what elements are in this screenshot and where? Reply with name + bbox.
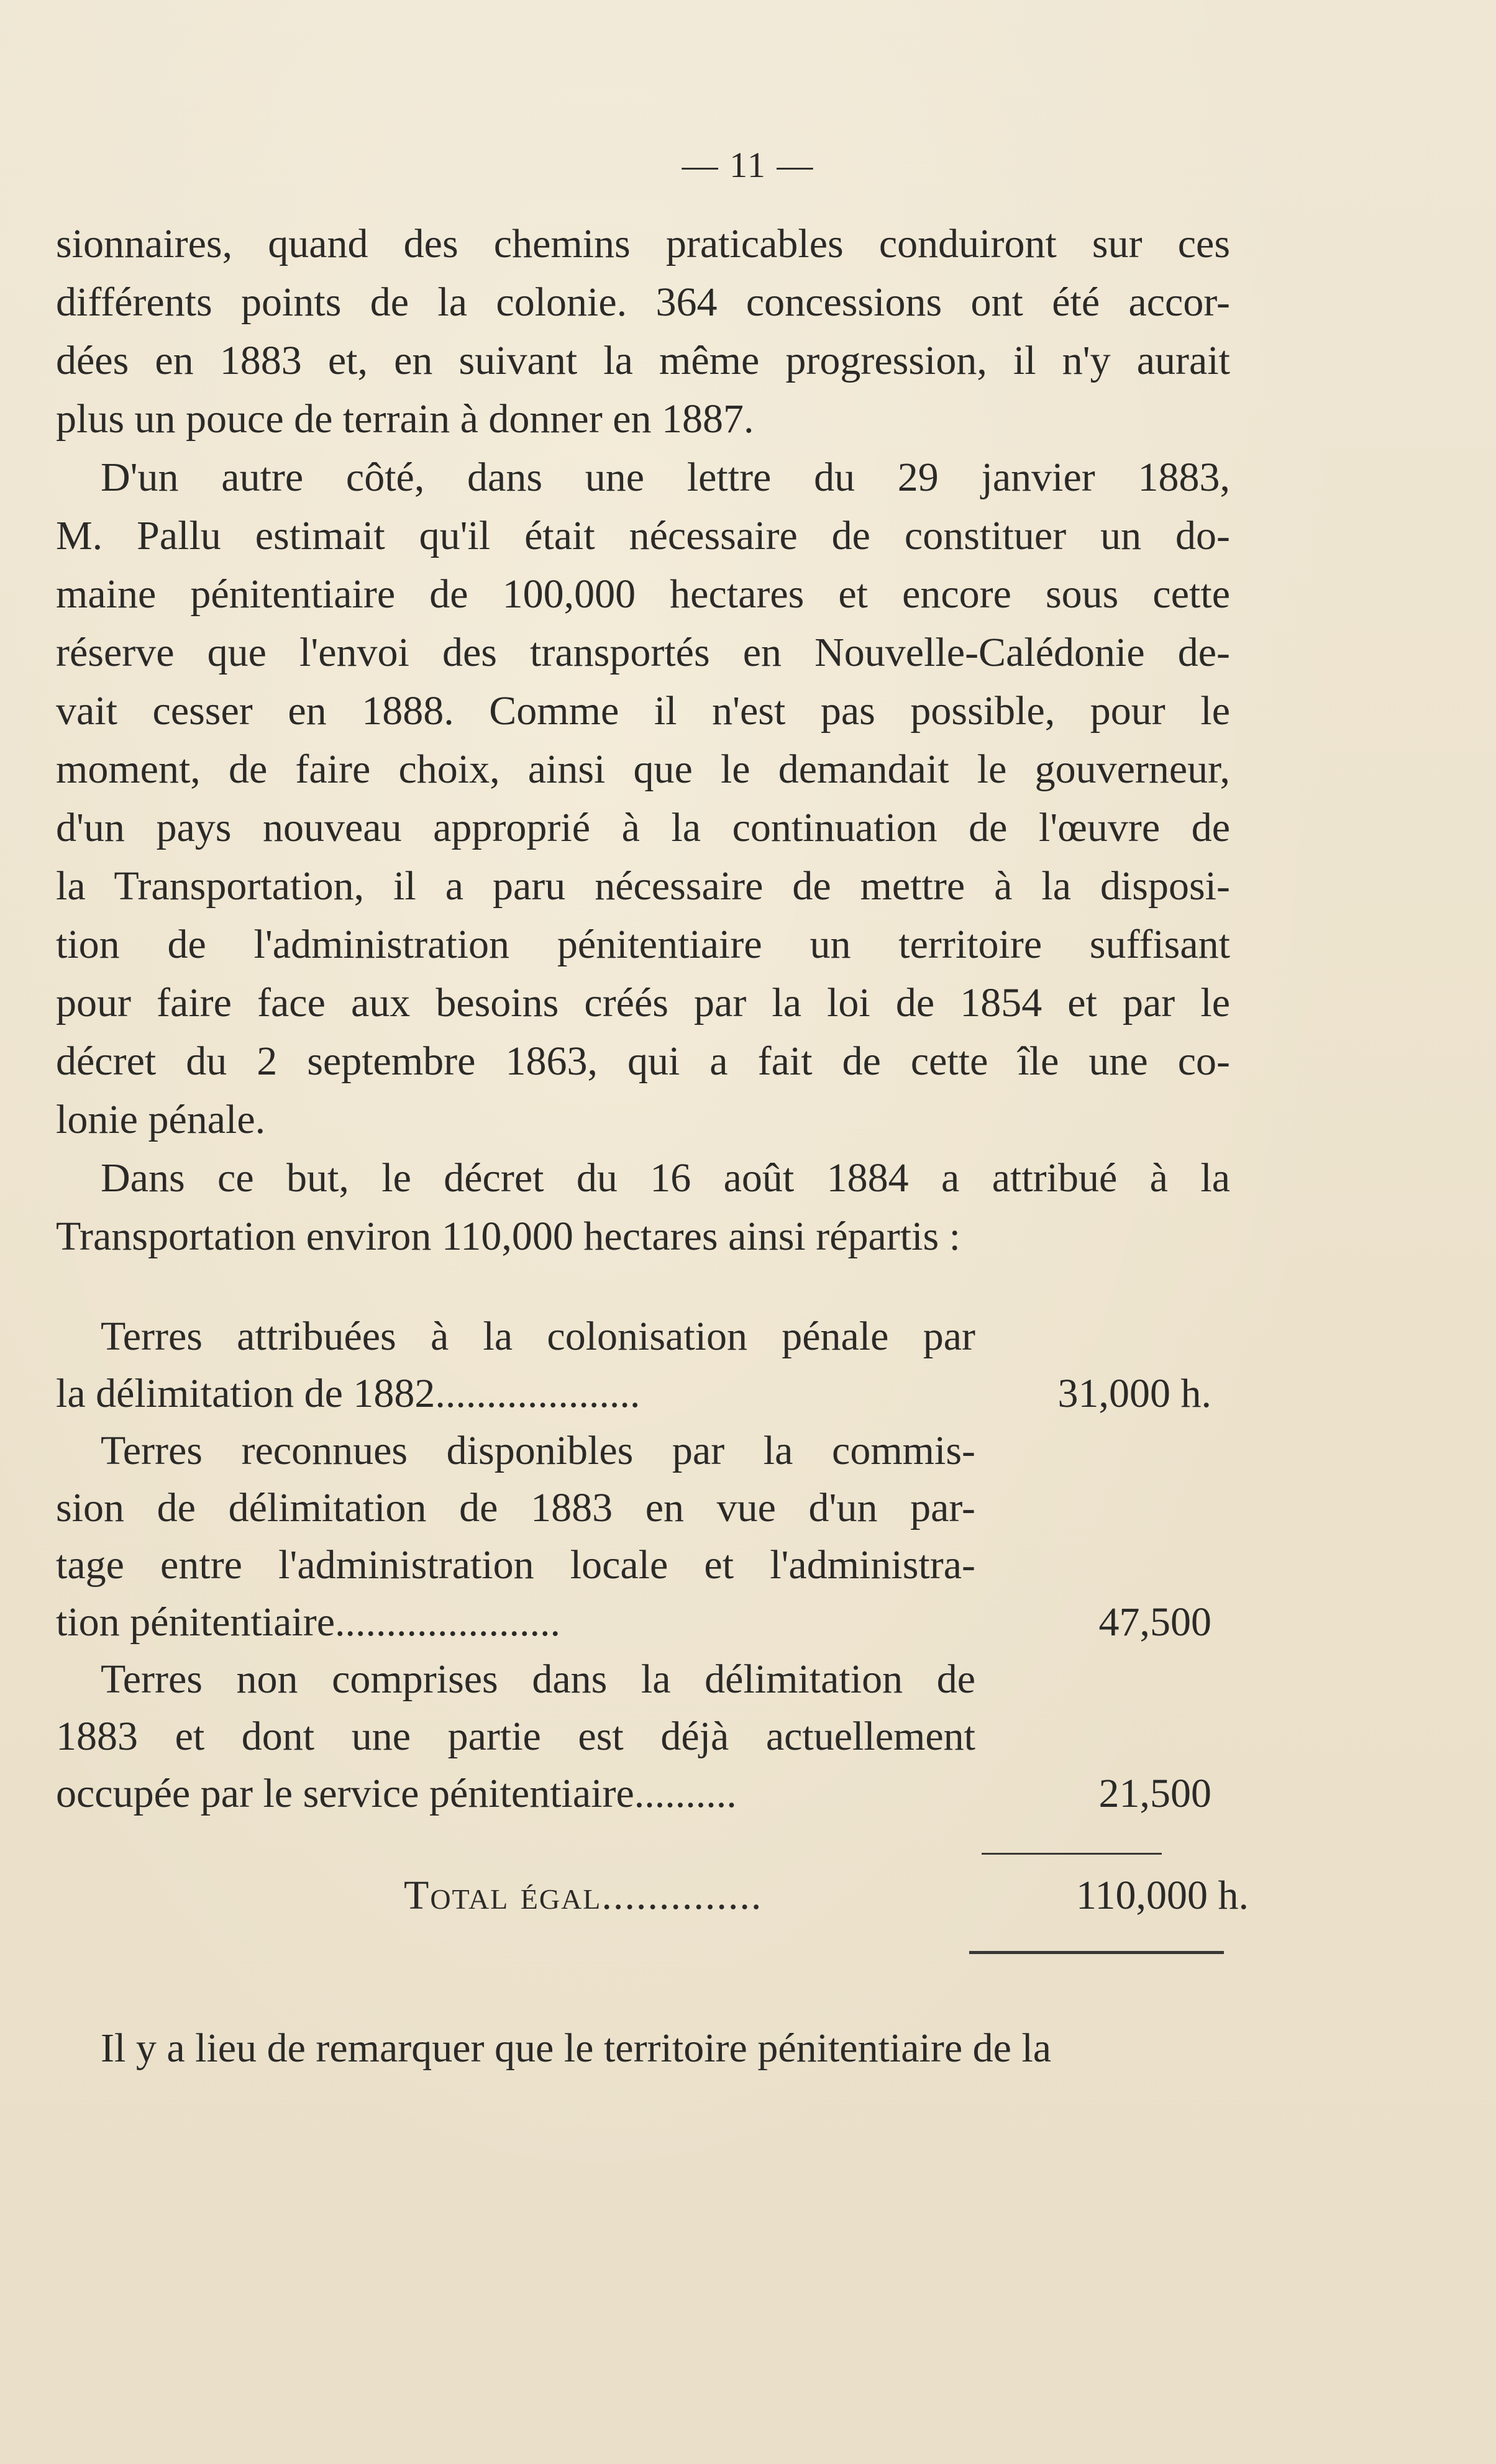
table-entry-line: la délimitation de 1882.................... (56, 1371, 641, 1416)
body-line: d'un pays nouveau approprié à la continuation de l'œuvre de (56, 805, 1230, 850)
table-entry-line: tion pénitentiaire...................... (56, 1599, 561, 1645)
table-amount: 21,500 (1098, 1771, 1211, 1816)
body-line: lonie pénale. (56, 1097, 266, 1142)
body-line: moment, de faire choix, ainsi que le demandait le gouverneur, (56, 747, 1230, 792)
table-entry-line: Terres non comprises dans la délimitation de (101, 1657, 975, 1702)
body-line: D'un autre côté, dans une lettre du 29 janvier 1883, (101, 455, 1230, 500)
table-amount: 47,500 (1098, 1599, 1211, 1645)
table-entry-line: sion de délimitation de 1883 en vue d'un par- (56, 1485, 975, 1530)
total-rule (969, 1951, 1224, 1954)
table-entry-line: tage entre l'administration locale et l'administra- (56, 1542, 975, 1588)
total-amount: 110,000 h. (1075, 1873, 1249, 1918)
total-label: Total égal.............. (404, 1873, 763, 1918)
body-line: Dans ce but, le décret du 16 août 1884 a attribué à la (101, 1155, 1230, 1201)
body-line: tion de l'administration pénitentiaire un territoire suffisant (56, 922, 1230, 967)
body-line: décret du 2 septembre 1863, qui a fait de cette île une co- (56, 1039, 1230, 1084)
footer-line: Il y a lieu de remarquer que le territoire pénitentiaire de la (101, 2025, 1052, 2071)
page-number: — 11 — (682, 145, 814, 185)
body-line: plus un pouce de terrain à donner en 1887. (56, 396, 754, 442)
body-line: la Transportation, il a paru nécessaire de mettre à la disposi- (56, 863, 1230, 909)
body-line: maine pénitentiaire de 100,000 hectares et encore sous cette (56, 571, 1230, 617)
body-line: sionnaires, quand des chemins praticables conduiront sur ces (56, 221, 1230, 266)
table-entry-line: Terres attribuées à la colonisation pénale par (101, 1314, 975, 1359)
body-line: dées en 1883 et, en suivant la même progression, il n'y aurait (56, 338, 1230, 383)
sum-rule (982, 1853, 1162, 1855)
table-amount: 31,000 h. (1057, 1371, 1211, 1416)
body-line: pour faire face aux besoins créés par la loi de 1854 et par le (56, 980, 1230, 1025)
table-entry-line: 1883 et dont une partie est déjà actuellement (56, 1714, 975, 1759)
body-line: M. Pallu estimait qu'il était nécessaire de constituer un do- (56, 513, 1230, 558)
table-entry-line: occupée par le service pénitentiaire.......... (56, 1771, 737, 1816)
body-line: vait cesser en 1888. Comme il n'est pas possible, pour le (56, 688, 1230, 734)
body-line: réserve que l'envoi des transportés en Nouvelle-Calédonie de- (56, 630, 1230, 675)
body-line: différents points de la colonie. 364 concessions ont été accor- (56, 280, 1230, 325)
body-line: Transportation environ 110,000 hectares ainsi répartis : (56, 1214, 960, 1259)
table-entry-line: Terres reconnues disponibles par la commis- (101, 1428, 975, 1473)
